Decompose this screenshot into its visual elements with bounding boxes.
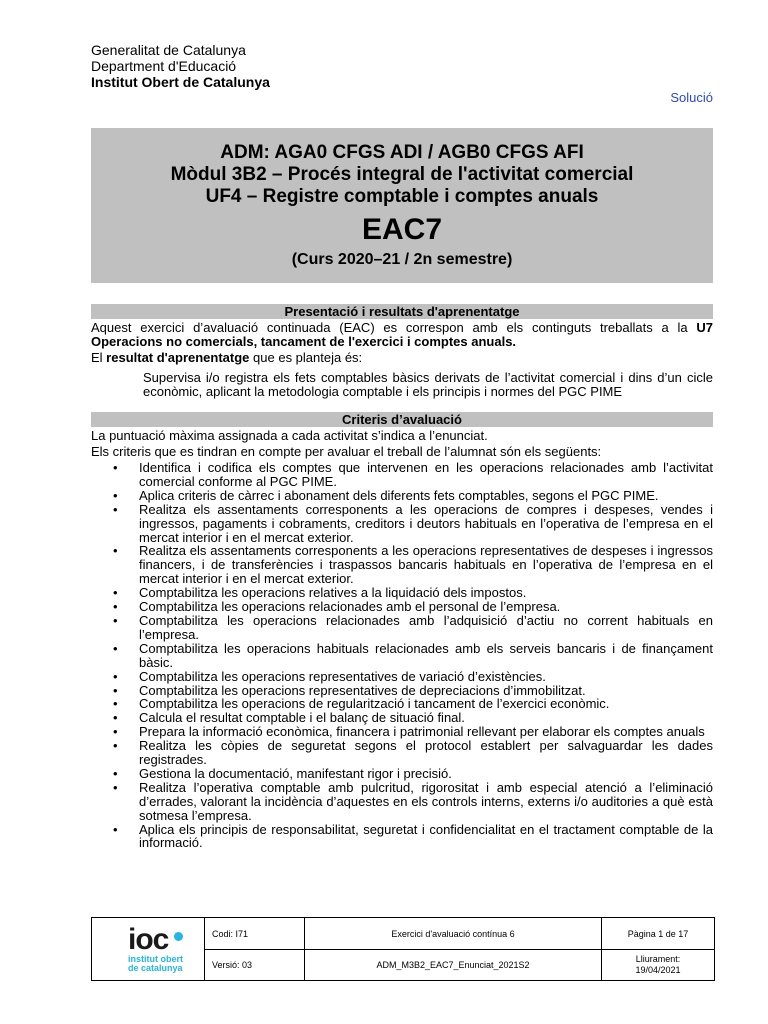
presentacio-unit: U7 Operacions no comercials, tancament de l'exercici i comptes anuals.: [91, 320, 713, 349]
header-department: Department d'Educació: [91, 58, 237, 74]
section-heading-presentacio: Presentació i resultats d'aprenentatge: [91, 304, 713, 319]
footer-lliurament-date: 19/04/2021: [635, 965, 681, 975]
criteri-item: • Comptabilitza les operacions relacionades amb el personal de l’empresa.: [91, 600, 713, 614]
criteri-item: • Comptabilitza les operacions relacionades amb l’adquisició d’actiu no corrent habituals en l’empresa.: [91, 614, 713, 642]
criteri-item: • Aplica els principis de responsabilitat, seguretat i confidencialitat en el tractament comptable de la informació.: [91, 823, 713, 851]
criteri-item: • Comptabilitza les operacions habituals relacionades amb els serveis bancaris i de finançament bàsic.: [91, 642, 713, 670]
criteri-item: • Identifica i codifica els comptes que intervenen en les operacions relacionades amb l’activitat comercial conforme al PGC PIME.: [91, 461, 713, 489]
criteris-p1: La puntuació màxima assignada a cada activitat s’indica a l’enunciat.: [91, 428, 488, 443]
criteri-item: • Gestiona la documentació, manifestant rigor i precisió.: [91, 767, 713, 781]
footer-lliurament: [602, 950, 714, 980]
footer-versio: Versió: 03: [212, 960, 253, 970]
criteri-item: • Calcula el resultat comptable i el balanç de situació final.: [91, 711, 713, 725]
main-content: [91, 304, 713, 850]
title-eac: EAC7: [361, 213, 443, 246]
criteri-item: • Comptabilitza les operacions de regularització i tancament de l’exercici econòmic.: [91, 697, 713, 711]
criteri-item: • Realitza l’operativa comptable amb pulcritud, rigorositat i amb especial atenció a l’eliminació d’errades, valorant la incidència d’aquestes en els controls interns, externs i/o auditories a què està sotmesa l’empresa.: [91, 781, 713, 823]
footer-codi: Codi: I71: [212, 928, 249, 939]
institution-header: [91, 42, 270, 90]
criteri-item: • Prepara la informació econòmica, financera i patrimonial rellevant per elaborar els comptes anuals: [91, 725, 713, 739]
criteri-item: • Aplica criteris de càrrec i abonament dels diferents fets comptables, segons el PGC PIME.: [91, 489, 713, 503]
footer-fitxer: ADM_M3B2_EAC7_Enunciat_2021S2: [376, 960, 530, 970]
footer-pagina: Pàgina 1 de 17: [627, 928, 689, 939]
title-line-module: Mòdul 3B2 – Procés integral de l'activitat comercial: [170, 164, 634, 185]
ioc-logo-sub1: institut obert: [128, 954, 183, 964]
footer-exercici: Exercici d'avaluació contínua 6: [391, 928, 515, 939]
section-heading-criteris: Criteris d’avaluació: [91, 412, 713, 427]
resultat-intro: [91, 351, 713, 365]
ioc-logo-sub2: de catalunya: [128, 963, 183, 973]
presentacio-text: Aquest exercici d’avaluació continuada (EAC) es correspon amb els continguts treballats a la: [91, 320, 697, 335]
criteri-item: • Comptabilitza les operacions representatives de variació d’existències.: [91, 670, 713, 684]
solucio-link[interactable]: Solució: [670, 90, 713, 105]
criteris-p2: Els criteris que es tindran en compte per avaluar el treball de l’alumnat són els següents:: [91, 444, 602, 459]
ioc-logo: [92, 918, 205, 980]
ioc-logo-dot-icon: [174, 932, 183, 941]
criteris-list: [91, 461, 713, 850]
criteri-item: • Realitza les còpies de seguretat segons el protocol establert per salvaguardar les dades registrades.: [91, 739, 713, 767]
criteri-item: • Realitza els assentaments corresponents a les operacions de compres i despeses, vendes i ingressos, pagaments i cobraments, creditors i deutors habituals en l’operativa de l’empresa en el mercat interior i en el mercat exterior.: [91, 503, 713, 545]
footer-table: [91, 917, 715, 981]
resultat-intro-pre: El: [91, 350, 107, 365]
header-institut: Institut Obert de Catalunya: [91, 74, 270, 90]
criteri-item: • Comptabilitza les operacions relatives a la liquidació dels impostos.: [91, 586, 713, 600]
criteri-item: • Realitza els assentaments corresponents a les operacions representatives de despeses i ingressos financers, i de transferències i traspassos bancaris habituals en l’operativa de l’empresa en el mercat interior i en el mercat exterior.: [91, 544, 713, 586]
resultat-intro-post: que es planteja és:: [249, 350, 363, 365]
criteri-item: • Comptabilitza les operacions representatives de depreciacions d’immobilitzat.: [91, 684, 713, 698]
resultat-text: Supervisa i/o registra els fets comptables bàsics derivats de l’activitat comercial i dins d’un cicle econòmic, aplicant la metodologia comptable i els principis i normes del PGC PIME: [143, 370, 713, 399]
ioc-logo-text: ioc: [128, 923, 169, 956]
title-box: [91, 128, 713, 283]
presentacio-paragraph: [91, 321, 713, 349]
title-line-program: ADM: AGA0 CFGS ADI / AGB0 CFGS AFI: [220, 142, 584, 163]
title-line-uf: UF4 – Registre comptable i comptes anuals: [205, 186, 599, 207]
footer-lliurament-label: Lliurament:: [635, 954, 681, 964]
title-curs: (Curs 2020–21 / 2n semestre): [291, 251, 513, 268]
header-generalitat: Generalitat de Catalunya: [91, 42, 246, 58]
ioc-logo-subtitle: [128, 955, 183, 973]
resultat-intro-bold: resultat d'aprenentatge: [106, 350, 250, 365]
